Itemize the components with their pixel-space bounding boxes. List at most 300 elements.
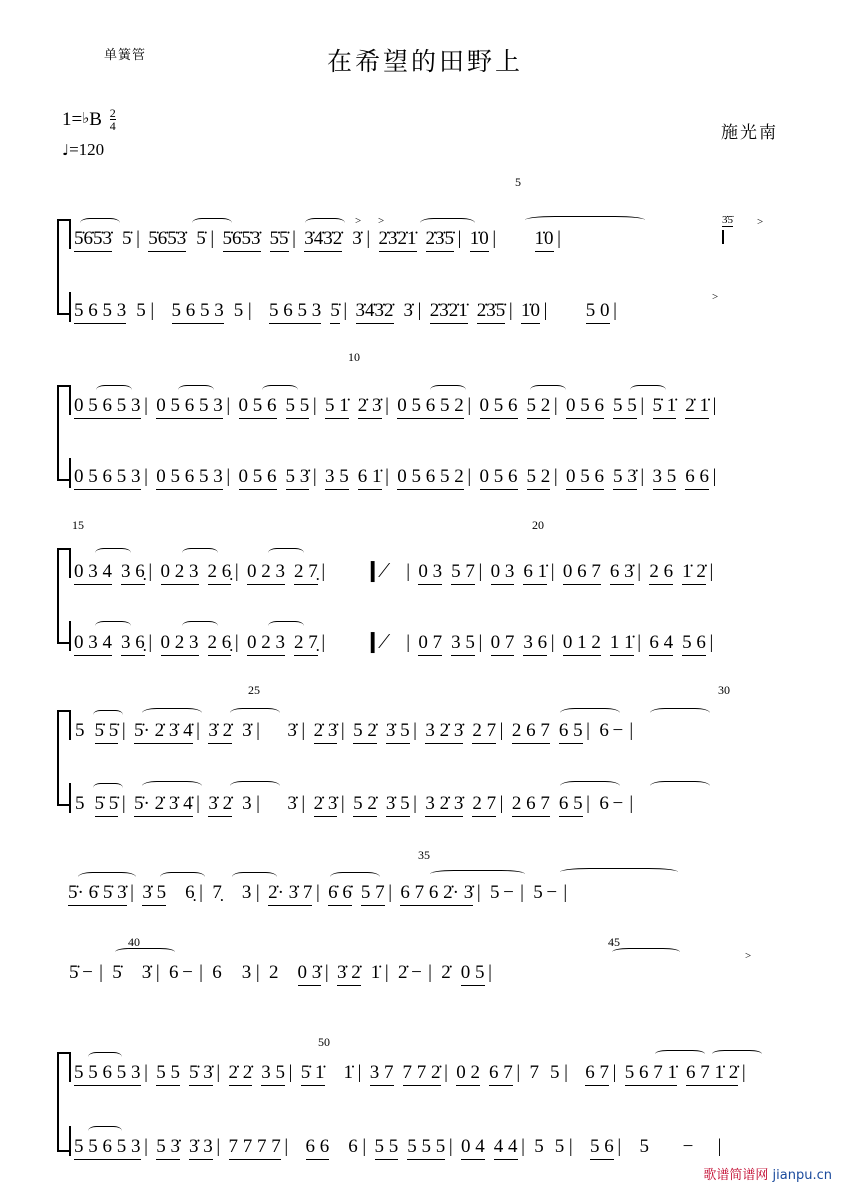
system-2-upper-staff (74, 395, 720, 419)
slur (560, 868, 678, 876)
note-group: 5 0 (586, 300, 610, 324)
barline (583, 793, 594, 815)
note-group: 5 6 5 3 (74, 300, 126, 324)
note-group: 0 2 (456, 1062, 480, 1086)
barline (614, 1136, 625, 1158)
note-group: 5̇ 5̇ (95, 720, 119, 744)
note: 5̇ (69, 962, 79, 983)
note-group: 3 6̣ (121, 632, 145, 656)
note-group: 0 5 6 5 3 (74, 395, 141, 419)
barline (309, 466, 320, 488)
barline (281, 1136, 292, 1158)
note: 5 (533, 882, 543, 903)
barline (496, 720, 507, 742)
barline (445, 1136, 456, 1158)
grace-note-stem (722, 230, 724, 244)
barline (253, 720, 264, 742)
barline (318, 561, 329, 583)
staff-barline-7a (69, 1052, 71, 1082)
note-group: 0 5 6 (480, 466, 518, 490)
barline (96, 962, 107, 984)
slur (182, 548, 218, 558)
barline (340, 300, 351, 322)
measure-number-15: 15 (72, 518, 84, 532)
note-group: 0 1 2 (563, 632, 601, 656)
barline (312, 882, 323, 904)
staff-barline-1a (69, 219, 71, 249)
note: 5 (233, 300, 244, 321)
note: 1̇ (370, 962, 381, 983)
note-group: 2 7 (472, 720, 496, 744)
note: 6 (599, 793, 609, 814)
note: 3̇ (403, 300, 413, 321)
barline (152, 962, 163, 984)
barline (473, 882, 484, 904)
note-group: 2 6̣ (208, 561, 232, 585)
note-group: 0 2 3 (247, 632, 285, 656)
note-group: 0 5 (461, 962, 485, 986)
note-group: 0 3 (418, 561, 442, 585)
note-group: 2̇ 1̇ (685, 395, 709, 419)
staff-barline-4a (69, 710, 71, 740)
note-group: 3 5 (653, 466, 677, 490)
note-group: 4 4 (494, 1136, 518, 1160)
slur (305, 218, 345, 228)
note-group: 5̇· 2̇ 3̇ 4̇ (134, 793, 193, 817)
system-3-upper-staff (74, 558, 717, 585)
barline (454, 228, 465, 250)
barline (410, 793, 421, 815)
repeat-measure-sign: ❙⁄ (362, 558, 386, 582)
slur (525, 216, 645, 224)
slur (178, 385, 214, 395)
barline (706, 632, 717, 654)
barline (441, 1062, 452, 1084)
note: 2 (269, 962, 279, 983)
system-1-lower-staff (74, 300, 621, 324)
barline (609, 1062, 620, 1084)
note-group: 7 7 2̇ (403, 1062, 441, 1086)
staff-barline-1b (69, 292, 71, 322)
note-group: 5̇· 2̇ 3̇ 4̇ (134, 720, 193, 744)
barline (550, 466, 561, 488)
note-group: 5̇ 1̇ (653, 395, 677, 419)
barline (133, 228, 144, 250)
note-group: 5 2̇ (353, 720, 377, 744)
note: 6̣ (185, 882, 195, 903)
barline (714, 1136, 725, 1158)
barline (403, 632, 414, 654)
barline (363, 228, 374, 250)
note-group: 6 6 (306, 1136, 330, 1160)
note-group: 5̇6̇5̇3̇ (223, 228, 261, 252)
barline (410, 720, 421, 742)
grace-note-group: 3̇5̇ (722, 214, 733, 226)
barline (554, 228, 565, 250)
note-group: 2̇3̇5̇ (477, 300, 506, 324)
slur (142, 781, 202, 791)
note-group: 0 7 (491, 632, 515, 656)
barline (385, 882, 396, 904)
accent-mark: > (378, 215, 385, 227)
note-group: 6 7 1̇ 2̇ (686, 1062, 738, 1086)
note-group: 3̇ 5 (142, 882, 166, 906)
slur (420, 218, 475, 228)
note: 6 (348, 1136, 358, 1157)
barline (425, 962, 436, 984)
barline (118, 720, 129, 742)
note-group: 0 5 6 5 3 (156, 466, 223, 490)
note-group: 0 5 6 5 2 (397, 395, 464, 419)
note: 2̇ (398, 962, 408, 983)
note-group: 3 5 (325, 466, 349, 490)
slur (530, 385, 566, 395)
note-group: 3 6 (523, 632, 547, 656)
slur (80, 218, 120, 228)
barline (547, 632, 558, 654)
staff-barline-4b (69, 783, 71, 813)
barline (321, 962, 332, 984)
note-group: 5̇6̇5̇3̇ (148, 228, 186, 252)
slur (330, 872, 380, 882)
barline (213, 1136, 224, 1158)
accent-mark: > (355, 215, 362, 227)
note-group: 1̇0 (470, 228, 489, 252)
note-group: 0 5 6 (566, 395, 604, 419)
slur (93, 783, 123, 793)
note-group: 0 5 6 (239, 395, 277, 419)
note-group: 5 5 (156, 1062, 180, 1086)
barline (565, 1136, 576, 1158)
note-group: 5 2 (527, 466, 551, 490)
note: 5̇ (122, 228, 132, 249)
note: 3̇ (287, 720, 297, 741)
note-group: 3 5 (261, 1062, 285, 1086)
barline (252, 962, 263, 984)
note-group: 5 5 5 (407, 1136, 445, 1160)
note-group: 2̇ 2̇ (229, 1062, 253, 1086)
repeat-measure-sign: ❙⁄ (362, 629, 386, 653)
note-group: 2̇ 3̇ (314, 720, 338, 744)
barline (141, 1062, 152, 1084)
barline (196, 882, 207, 904)
note-group: 0 7 (418, 632, 442, 656)
note-group: 3̇ 2̇ (208, 720, 232, 744)
note-group: 1̇ 2̇ (682, 561, 706, 585)
note: 7 (529, 1062, 539, 1083)
note-group: 0 5 6 5 2 (397, 466, 464, 490)
system-7-upper-staff (74, 1062, 749, 1086)
note-group: 0 6 7 (563, 561, 601, 585)
note-group: 0 5 6 (239, 466, 277, 490)
barline (381, 962, 392, 984)
hold-dash: − (82, 962, 93, 983)
note-group: 6 7 (489, 1062, 513, 1086)
slur (650, 708, 710, 718)
barline (193, 793, 204, 815)
barline (223, 395, 234, 417)
note-group: 0 3 4 (74, 561, 112, 585)
barline (298, 793, 309, 815)
key-letter: B (89, 108, 102, 130)
note-group: 2̇ 3̇ (358, 395, 382, 419)
note-group: 2 7̣ (294, 561, 318, 585)
measure-number-35: 35 (418, 848, 430, 862)
note: 3̇ (141, 962, 152, 983)
note-group: 0 3 (491, 561, 515, 585)
note: 5 (75, 720, 85, 741)
slur (78, 872, 136, 882)
note-group: 1̇0 (535, 228, 554, 252)
note-group: 5 3̇ (613, 466, 637, 490)
accent-mark: > (757, 216, 764, 228)
note: 6 (212, 962, 222, 983)
quarter-note-icon: ♩ (62, 141, 70, 159)
barline (414, 300, 425, 322)
note: 7̣ (212, 882, 222, 903)
note-group: 2̇3̇5̇ (426, 228, 455, 252)
note: 2̇ (441, 962, 451, 983)
slur (232, 872, 277, 882)
note-group: 5 5 6 5 3 (74, 1062, 141, 1086)
slur (655, 1050, 705, 1058)
note-group: 6 5 (559, 793, 583, 817)
barline (610, 300, 621, 322)
barline (145, 632, 156, 654)
note-group: 5 7 (451, 561, 475, 585)
barline (634, 632, 645, 654)
barline (127, 882, 138, 904)
barline (231, 632, 242, 654)
system-7-lower-staff (74, 1136, 725, 1160)
time-signature-numerator: 2 (109, 106, 116, 120)
slur (712, 1050, 762, 1058)
note-group: 6 7 6 2̇· 3̇ (400, 882, 473, 906)
note-group: 3̇ 5 (386, 793, 410, 817)
barline (141, 466, 152, 488)
hold-dash: − (411, 962, 422, 983)
barline (637, 466, 648, 488)
note-group: 3̇ 2̇ (337, 962, 361, 986)
barline (298, 720, 309, 742)
note-group: 2̇3̇2̇1̇ (430, 300, 468, 324)
note-group: 5̇ (330, 300, 340, 324)
slur (93, 710, 123, 720)
barline (485, 962, 496, 984)
slur (95, 548, 131, 558)
note-group: 1 1̇ (610, 632, 634, 656)
system-4-upper-staff (74, 720, 637, 744)
barline (382, 395, 393, 417)
note-group: 2 6̣ (208, 632, 232, 656)
note-group: 2 6 (649, 561, 673, 585)
note-group: 3 5 (451, 632, 475, 656)
note-group: 7 7 7 7 (229, 1136, 281, 1160)
slur (560, 708, 620, 718)
note-group: 0 5 6 5 3 (74, 466, 141, 490)
note-group: 6 4 (649, 632, 673, 656)
accent-mark: > (745, 950, 752, 962)
watermark-site-name: 歌谱简谱网 (703, 1168, 769, 1183)
barline (145, 561, 156, 583)
measure-number-20: 20 (532, 518, 544, 532)
barline (709, 466, 720, 488)
note-group: 6̇ 6̇ (328, 882, 352, 906)
staff-barline-7b (69, 1126, 71, 1156)
composer-label: 施光南 (721, 123, 778, 143)
note-group: 2 7̣ (294, 632, 318, 656)
barline (496, 793, 507, 815)
note-group: 5 1̇ (325, 395, 349, 419)
slur (612, 948, 680, 956)
slur (96, 385, 132, 395)
note-group: 0 3 4 (74, 632, 112, 656)
barline (561, 1062, 572, 1084)
barline (626, 793, 637, 815)
barline (738, 1062, 749, 1084)
barline (213, 1062, 224, 1084)
slur (430, 385, 466, 395)
barline (196, 962, 207, 984)
note: 5̇ (112, 962, 122, 983)
note: 3 (241, 882, 252, 903)
system-1-upper-staff (74, 228, 565, 252)
note-group: 5 6 5 3 (172, 300, 224, 324)
note-group: 1̇0 (521, 300, 540, 324)
barline (489, 228, 500, 250)
note-group: 5̇· 6̇ 5̇ 3̇ (68, 882, 127, 906)
note: 3 (242, 793, 252, 814)
barline (193, 720, 204, 742)
barline (223, 466, 234, 488)
measure-number-45: 45 (608, 935, 620, 949)
measure-number-30: 30 (718, 683, 730, 697)
note-group: 5̇ 1̇ (301, 1062, 325, 1086)
system-4-lower-staff (74, 793, 637, 817)
note-group: 6 7 (585, 1062, 609, 1086)
key-signature (62, 108, 116, 133)
barline (285, 1062, 296, 1084)
slur (230, 781, 280, 791)
note-group: 2̇· 3̇ 7 (268, 882, 312, 906)
hold-dash: − (612, 720, 624, 741)
note-group: 2 6 7 (512, 720, 550, 744)
note-group: 0 4 (461, 1136, 485, 1160)
flat-icon: ♭ (82, 110, 90, 127)
staff-barline-2b (69, 458, 71, 488)
barline (464, 395, 475, 417)
barline (550, 395, 561, 417)
note-group: 5̇ 3̇ (189, 1062, 213, 1086)
note: 6 (169, 962, 179, 983)
note-group: 0 3̇ (298, 962, 322, 986)
note-group: 5 6 (682, 632, 706, 656)
slur (160, 872, 205, 882)
barline (634, 561, 645, 583)
note-group: 5 2 (527, 395, 551, 419)
note-group: 3̇ 5 (386, 720, 410, 744)
note-group: 2 6 7 (512, 793, 550, 817)
slur (560, 781, 620, 791)
note-group: 3̇ 3 (189, 1136, 213, 1160)
measure-number-10: 10 (348, 350, 360, 364)
note-group: 0 5 6 (480, 395, 518, 419)
note-group: 5̇5̇ (270, 228, 289, 252)
note-group: 5 3̇ (156, 1136, 180, 1160)
barline (337, 720, 348, 742)
barline (354, 1062, 365, 1084)
note: 1̇ (343, 1062, 353, 1083)
barline (709, 395, 720, 417)
note-group: 5 5 (375, 1136, 399, 1160)
note-group: 6 1̇ (358, 466, 382, 490)
note-group: 3̇ 2̇ (208, 793, 232, 817)
hold-dash: − (612, 793, 624, 814)
slur (230, 708, 280, 718)
note-group: 3 6̣ (121, 561, 145, 585)
barline (289, 228, 300, 250)
barline (706, 561, 717, 583)
note-group: 5 6 7 1̇ (625, 1062, 677, 1086)
barline (403, 561, 414, 583)
barline (540, 300, 551, 322)
barline (560, 882, 571, 904)
system-2-lower-staff (74, 466, 720, 490)
accent-mark: > (712, 291, 719, 303)
barline (516, 882, 527, 904)
note-group: 5 2̇ (353, 793, 377, 817)
note: 5 (554, 1136, 565, 1157)
barline (309, 395, 320, 417)
hold-dash: − (503, 882, 514, 903)
barline (244, 300, 255, 322)
slur (115, 948, 175, 956)
key-signature-text: 1= (62, 108, 83, 130)
note-group: 3 7 (370, 1062, 394, 1086)
slur (192, 218, 232, 228)
note-group: 6 1̇ (523, 561, 547, 585)
note: 3̇ (242, 720, 252, 741)
note-group: 3 2̇ 3̇ (425, 720, 463, 744)
barline (637, 395, 648, 417)
barline (382, 466, 393, 488)
measure-number-25: 25 (248, 683, 260, 697)
note-group: 0 5 6 5 3 (156, 395, 223, 419)
note-group: 3̇4̇3̇2̇ (304, 228, 342, 252)
note-group: 2 7 (472, 793, 496, 817)
barline (583, 720, 594, 742)
note-group: 5 7 (361, 882, 385, 906)
barline (359, 1136, 370, 1158)
watermark (703, 1164, 832, 1183)
slur (142, 708, 202, 718)
slur (262, 385, 298, 395)
barline (141, 1136, 152, 1158)
hold-dash: − (546, 882, 558, 903)
note-group: 0 2 3 (161, 561, 199, 585)
barline (141, 395, 152, 417)
note-group: 3 2̇ 3̇ (425, 793, 463, 817)
barline (147, 300, 158, 322)
tempo-value: =120 (69, 140, 105, 159)
barline (475, 561, 486, 583)
barline (518, 1136, 529, 1158)
slur (88, 1126, 122, 1136)
note-group: 6 5 (559, 720, 583, 744)
system-5-staff (68, 882, 571, 906)
note-group: 6 3̇ (610, 561, 634, 585)
hold-dash: − (682, 1136, 694, 1157)
